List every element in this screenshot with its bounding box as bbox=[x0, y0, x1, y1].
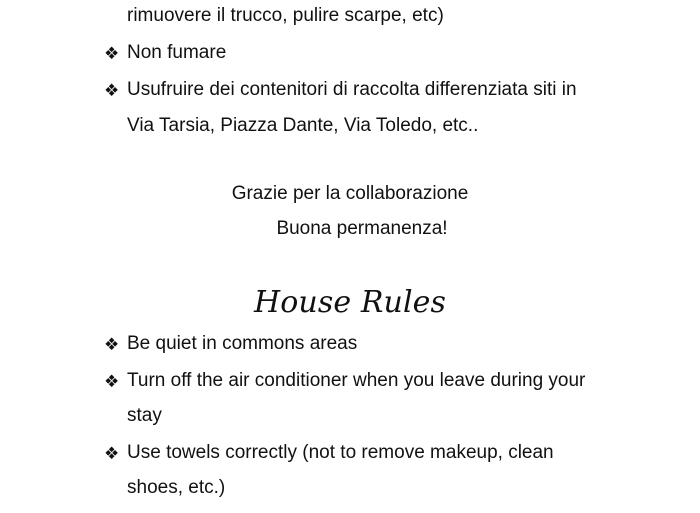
italian-rule-text: Via Tarsia, Piazza Dante, Via Toledo, etc.. bbox=[127, 115, 479, 136]
english-rule-text: shoes, etc.) bbox=[127, 477, 226, 498]
italian-rule-text: Usufruire dei contenitori di raccolta differenziata siti in bbox=[127, 79, 577, 100]
english-rule-air-conditioner bbox=[0, 371, 700, 441]
page-title: House Rules bbox=[254, 285, 446, 320]
english-rule-text: Turn off the air conditioner when you leave during your bbox=[127, 370, 586, 391]
english-rule-towels bbox=[0, 443, 700, 513]
diamond-bullet-icon: ❖ bbox=[104, 335, 120, 354]
closing-thanks: Grazie per la collaborazione bbox=[231, 183, 469, 204]
italian-rule-text: Non fumare bbox=[127, 42, 227, 63]
italian-rule-recycling bbox=[0, 80, 700, 150]
english-rule-text: Use towels correctly (not to remove makeup, clean bbox=[127, 442, 554, 463]
english-rule-text: stay bbox=[127, 405, 162, 426]
english-rule-text: Be quiet in commons areas bbox=[127, 333, 358, 354]
closing-enjoy-stay: Buona permanenza! bbox=[276, 218, 448, 239]
diamond-bullet-icon: ❖ bbox=[104, 81, 120, 100]
italian-rule-no-smoking bbox=[0, 43, 700, 83]
italian-rule-continuation-line: rimuovere il trucco, pulire scarpe, etc) bbox=[127, 5, 444, 26]
english-rule-quiet bbox=[0, 334, 700, 374]
diamond-bullet-icon: ❖ bbox=[104, 444, 120, 463]
diamond-bullet-icon: ❖ bbox=[104, 44, 120, 63]
diamond-bullet-icon: ❖ bbox=[104, 372, 120, 391]
